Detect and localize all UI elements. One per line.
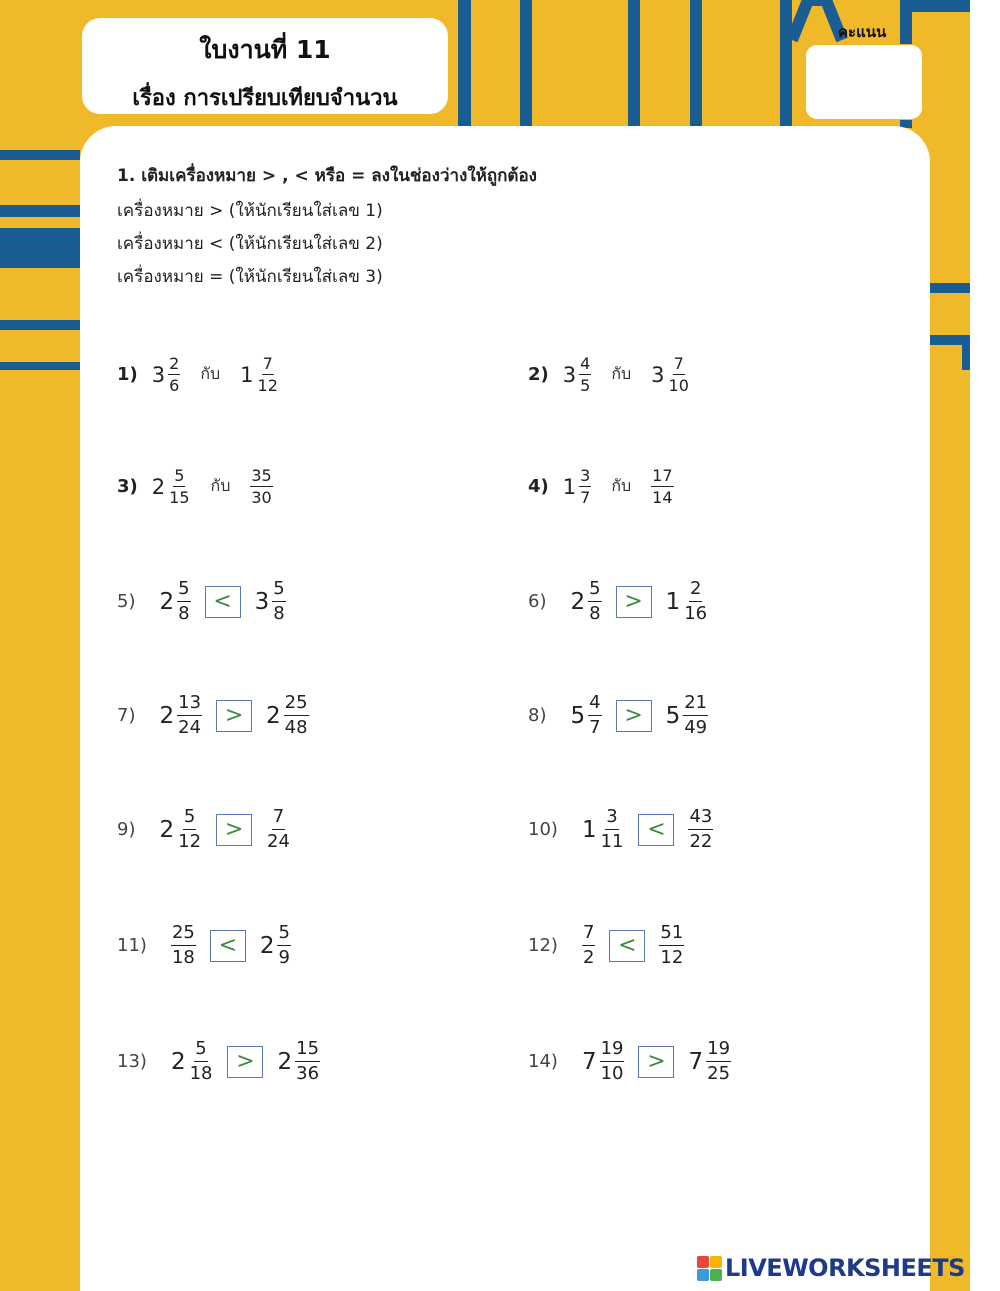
fraction (277, 922, 290, 969)
mixed-number (159, 578, 190, 625)
problem-number: 8) (528, 705, 547, 726)
fraction (177, 692, 202, 739)
fraction (250, 466, 272, 507)
denominator: 24 (267, 831, 290, 852)
numerator: 17 (652, 466, 673, 485)
answer-box[interactable]: > (616, 700, 652, 732)
fraction (579, 354, 591, 395)
mixed-number (266, 806, 291, 853)
answer-box[interactable]: < (205, 586, 241, 618)
numerator: 3 (605, 806, 618, 830)
numerator: 25 (171, 922, 196, 946)
numerator: 5 (277, 922, 290, 946)
numerator: 21 (683, 692, 708, 716)
whole-part: 1 (581, 816, 597, 843)
fraction (177, 806, 202, 853)
whole-part: 2 (259, 932, 275, 959)
denominator: 10 (668, 376, 689, 395)
instruction-eq: เครื่องหมาย = (ให้นักเรียนใส่เลข 3) (117, 267, 383, 287)
mixed-number (688, 806, 713, 853)
problem-2 (528, 354, 690, 395)
compare-word: กับ (210, 476, 231, 495)
problem-number: 1) (117, 364, 138, 385)
denominator: 16 (684, 603, 708, 624)
instruction-main: 1. เติมเครื่องหมาย > , < หรือ = ลงในช่องว่างให้ถูกต้อง (117, 166, 537, 186)
fraction (582, 922, 595, 969)
problem-7 (117, 692, 309, 739)
mixed-number (159, 806, 202, 853)
numerator: 2 (169, 354, 180, 373)
numerator: 19 (706, 1038, 731, 1062)
problem-11 (117, 922, 291, 969)
problem-number: 13) (117, 1051, 147, 1072)
problem-number: 3) (117, 476, 138, 497)
problem-number: 7) (117, 705, 136, 726)
numerator: 35 (251, 466, 272, 485)
numerator: 7 (262, 354, 273, 373)
problem-5 (117, 578, 286, 625)
instruction-lt: เครื่องหมาย < (ให้นักเรียนใส่เลข 2) (117, 234, 383, 254)
fraction (168, 466, 190, 507)
problem-1 (117, 354, 279, 395)
compare-word: กับ (200, 364, 221, 383)
mixed-number (582, 1038, 625, 1085)
fraction (257, 354, 279, 395)
fraction (588, 578, 601, 625)
problem-8 (528, 692, 708, 739)
mixed-number (159, 692, 202, 739)
whole-part: 2 (170, 1048, 186, 1075)
numerator: 13 (177, 692, 202, 716)
numerator: 5 (174, 466, 185, 485)
fraction (683, 578, 708, 625)
denominator: 18 (171, 947, 195, 968)
fraction (668, 354, 690, 395)
problem-12 (528, 922, 684, 969)
denominator: 7 (580, 488, 591, 507)
compare-word: กับ (611, 476, 632, 495)
logo-text: LIVEWORKSHEETS (725, 1254, 965, 1282)
mixed-number (563, 466, 592, 507)
numerator: 2 (689, 578, 702, 602)
denominator: 7 (589, 717, 601, 738)
denominator: 8 (589, 603, 601, 624)
numerator: 25 (284, 692, 309, 716)
mixed-number (171, 922, 196, 969)
page-subtitle: เรื่อง การเปรียบเทียบจำนวน (132, 86, 398, 111)
answer-box[interactable]: > (638, 1046, 674, 1078)
numerator: 43 (688, 806, 713, 830)
whole-part: 2 (570, 588, 586, 615)
denominator: 12 (660, 947, 684, 968)
fraction (651, 466, 673, 507)
whole-part: 3 (151, 362, 166, 387)
title-box (82, 18, 448, 114)
denominator: 2 (582, 947, 595, 968)
whole-part: 3 (651, 362, 665, 387)
fraction (295, 1038, 320, 1085)
answer-box[interactable]: < (609, 930, 645, 962)
denominator: 12 (257, 376, 278, 395)
mixed-number (171, 1038, 214, 1085)
answer-box[interactable]: < (210, 930, 246, 962)
denominator: 10 (600, 1063, 624, 1084)
mixed-number (240, 354, 279, 395)
numerator: 19 (600, 1038, 625, 1062)
fraction (588, 692, 601, 739)
fraction (177, 578, 190, 625)
fraction (171, 922, 196, 969)
denominator: 30 (251, 488, 272, 507)
whole-part: 3 (254, 588, 270, 615)
whole-part: 5 (570, 702, 586, 729)
whole-part: 1 (240, 362, 254, 387)
mixed-number (582, 806, 625, 853)
mixed-number (570, 578, 601, 625)
denominator: 6 (169, 376, 180, 395)
problem-3 (117, 466, 273, 507)
mixed-number (250, 466, 272, 507)
mixed-number (651, 354, 690, 395)
mixed-number (688, 1038, 731, 1085)
mixed-number (260, 922, 291, 969)
whole-part: 1 (665, 588, 681, 615)
numerator: 7 (582, 922, 595, 946)
numerator: 4 (588, 692, 601, 716)
problem-number: 6) (528, 591, 547, 612)
denominator: 48 (284, 717, 308, 738)
whole-part: 7 (688, 1048, 704, 1075)
logo-cube (710, 1256, 722, 1268)
liveworksheets-logo (697, 1254, 965, 1282)
logo-cubes-icon (697, 1256, 722, 1281)
numerator: 5 (194, 1038, 207, 1062)
mixed-number (266, 692, 309, 739)
logo-cube (697, 1269, 709, 1281)
problem-4 (528, 466, 674, 507)
denominator: 18 (189, 1063, 213, 1084)
numerator: 5 (588, 578, 601, 602)
numerator: 4 (580, 354, 591, 373)
fraction (189, 1038, 214, 1085)
problem-9 (117, 806, 291, 853)
mixed-number (651, 466, 673, 507)
numerator: 51 (659, 922, 684, 946)
problem-10 (528, 806, 713, 853)
problem-number: 11) (117, 935, 147, 956)
whole-part: 2 (151, 474, 166, 499)
whole-part: 2 (266, 702, 281, 729)
whole-part: 2 (159, 702, 175, 729)
numerator: 5 (177, 578, 190, 602)
denominator: 15 (169, 488, 190, 507)
logo-cube (710, 1269, 722, 1281)
denominator: 12 (178, 831, 202, 852)
problem-number: 4) (528, 476, 549, 497)
numerator: 5 (272, 578, 285, 602)
denominator: 9 (278, 947, 290, 968)
answer-box[interactable]: > (227, 1046, 263, 1078)
problem-6 (528, 578, 708, 625)
answer-box[interactable]: > (216, 814, 252, 846)
problem-number: 2) (528, 364, 549, 385)
problem-number: 9) (117, 819, 136, 840)
numerator: 5 (183, 806, 196, 830)
fraction (579, 466, 591, 507)
denominator: 24 (178, 717, 202, 738)
compare-word: กับ (611, 364, 632, 383)
fraction (284, 692, 309, 739)
problem-number: 5) (117, 591, 136, 612)
whole-part: 1 (562, 474, 577, 499)
denominator: 49 (684, 717, 708, 738)
numerator: 7 (673, 354, 684, 373)
logo-cube (697, 1256, 709, 1268)
denominator: 8 (178, 603, 190, 624)
fraction (683, 692, 708, 739)
whole-part: 5 (665, 702, 681, 729)
denominator: 14 (652, 488, 673, 507)
denominator: 36 (296, 1063, 320, 1084)
mixed-number (659, 922, 684, 969)
denominator: 5 (580, 376, 591, 395)
answer-box[interactable]: > (616, 586, 652, 618)
fraction (168, 354, 180, 395)
whole-part: 2 (277, 1048, 293, 1075)
score-box (805, 44, 923, 120)
mixed-number (152, 466, 191, 507)
mixed-number (563, 354, 592, 395)
fraction (659, 922, 684, 969)
mixed-number (277, 1038, 320, 1085)
problem-13 (117, 1038, 320, 1085)
answer-box[interactable]: < (638, 814, 674, 846)
denominator: 25 (707, 1063, 731, 1084)
problem-number: 12) (528, 935, 558, 956)
mixed-number (255, 578, 286, 625)
numerator: 3 (580, 466, 591, 485)
page-title: ใบงานที่ 11 (199, 35, 331, 64)
instruction-gt: เครื่องหมาย > (ให้นักเรียนใส่เลข 1) (117, 201, 383, 221)
mixed-number (666, 692, 709, 739)
mixed-number (582, 922, 595, 969)
score-label: คะแนน (838, 23, 887, 41)
whole-part: 7 (581, 1048, 597, 1075)
mixed-number (570, 692, 601, 739)
problem-14 (528, 1038, 731, 1085)
fraction (600, 806, 625, 853)
denominator: 11 (600, 831, 624, 852)
fraction (600, 1038, 625, 1085)
denominator: 8 (273, 603, 285, 624)
mixed-number (152, 354, 181, 395)
fraction (272, 578, 285, 625)
fraction (266, 806, 291, 853)
whole-part: 2 (159, 816, 175, 843)
whole-part: 2 (159, 588, 175, 615)
numerator: 7 (272, 806, 285, 830)
denominator: 22 (689, 831, 713, 852)
numerator: 15 (295, 1038, 320, 1062)
mixed-number (666, 578, 709, 625)
answer-box[interactable]: > (216, 700, 252, 732)
fraction (706, 1038, 731, 1085)
fraction (688, 806, 713, 853)
whole-part: 3 (562, 362, 577, 387)
problem-number: 14) (528, 1051, 558, 1072)
problem-number: 10) (528, 819, 558, 840)
